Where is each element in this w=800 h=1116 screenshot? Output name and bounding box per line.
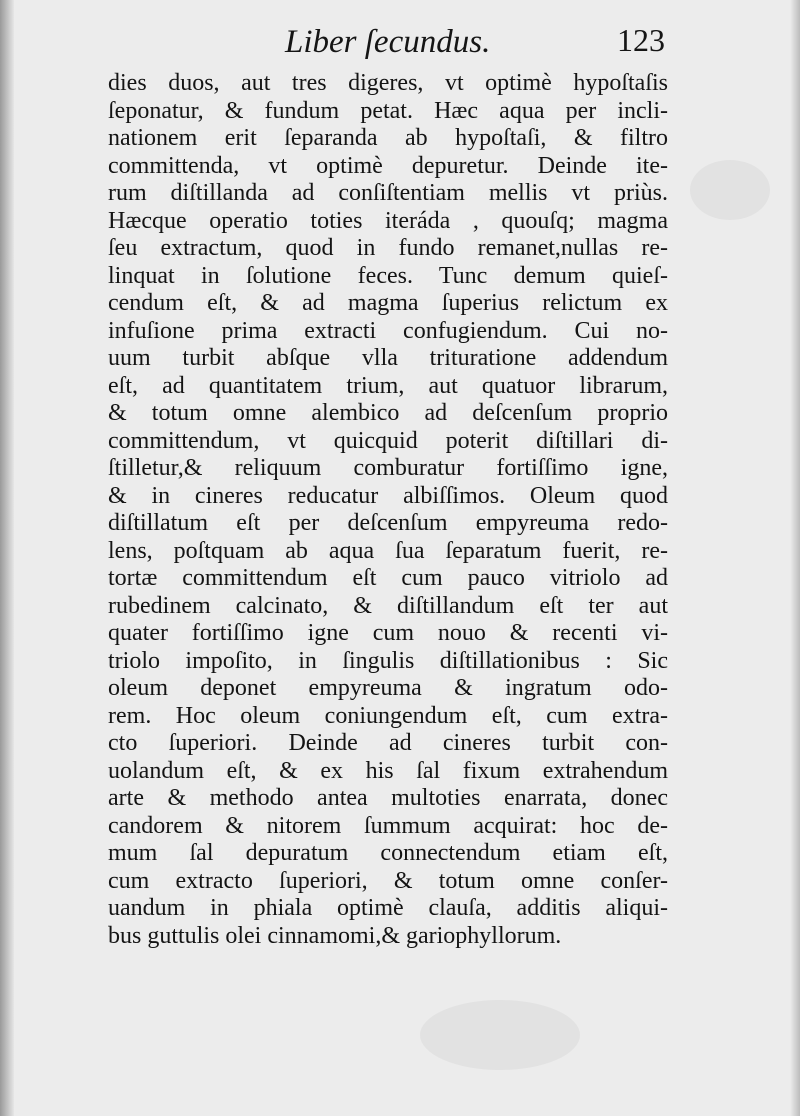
text-line: & totum omne alembico ad deſcenſum proprio: [108, 400, 668, 426]
text-line: & in cineres reducatur albiſſimos. Oleum quod: [108, 482, 668, 509]
page-number: 123: [617, 22, 665, 58]
text-line: uum turbit abſque vlla trituratione addendum: [108, 345, 668, 371]
page-header: [285, 18, 665, 68]
text-line: nationem erit ſeparanda ab hypoſtaſi, & filtro: [108, 125, 668, 151]
text-line: ſeponatur, & fundum petat. Hæc aqua per incli-: [108, 97, 668, 124]
text-line: linquat in ſolutione feces. Tunc demum quieſ-: [108, 262, 668, 289]
text-line: ſtilletur,& reliquum comburatur fortiſſimo igne,: [108, 455, 668, 481]
text-line: oleum deponet empyreuma & ingratum odo-: [108, 675, 668, 701]
paper-stain: [690, 160, 770, 220]
text-line: uolandum eſt, & ex his ſal fixum extrahendum: [108, 757, 668, 784]
text-line: ſeu extractum, quod in fundo remanet,nullas re-: [108, 235, 668, 261]
text-line: cto ſuperiori. Deinde ad cineres turbit con-: [108, 730, 668, 756]
text-line: quater fortiſſimo igne cum nouo & recenti vi-: [108, 620, 668, 646]
paper-stain: [420, 1000, 580, 1070]
text-line: diſtillatum eſt per deſcenſum empyreuma redo-: [108, 510, 668, 536]
page-edge: [790, 0, 800, 1116]
text-line: tortæ committendum eſt cum pauco vitriolo ad: [108, 565, 668, 591]
running-head: Liber ſecundus.: [285, 24, 491, 60]
text-line: arte & methodo antea multoties enarrata, donec: [108, 785, 668, 811]
text-line: cendum eſt, & ad magma ſuperius relictum ex: [108, 290, 668, 316]
text-line: eſt, ad quantitatem trium, aut quatuor librarum,: [108, 372, 668, 399]
text-line: committendum, vt quicquid poterit diſtillari di-: [108, 427, 668, 454]
page-gutter-shadow: [0, 0, 14, 1116]
text-line: lens, poſtquam ab aqua ſua ſeparatum fuerit, re-: [108, 537, 668, 564]
text-line: committenda, vt optimè depuretur. Deinde ite-: [108, 152, 668, 179]
text-line: dies duos, aut tres digeres, vt optimè hypoſtaſis: [108, 70, 668, 96]
text-line: candorem & nitorem ſummum acquirat: hoc de-: [108, 812, 668, 839]
text-line: cum extracto ſuperiori, & totum omne conſer-: [108, 867, 668, 894]
text-line: bus guttulis olei cinnamomi,& gariophyllorum.: [108, 922, 562, 949]
body-text: [108, 70, 668, 950]
text-line: rem. Hoc oleum coniungendum eſt, cum extra-: [108, 702, 668, 729]
text-line: triolo impoſito, in ſingulis diſtillationibus : Sic: [108, 647, 668, 674]
text-line: uandum in phiala optimè clauſa, additis aliqui-: [108, 895, 668, 921]
text-line: infuſione prima extracti confugiendum. Cui no-: [108, 317, 668, 344]
text-line: Hæcque operatio toties iteráda , quouſq; magma: [108, 207, 668, 234]
text-line: rubedinem calcinato, & diſtillandum eſt ter aut: [108, 592, 668, 619]
text-line: rum diſtillanda ad conſiſtentiam mellis vt priùs.: [108, 180, 668, 206]
text-line: mum ſal depuratum connectendum etiam eſt,: [108, 840, 668, 866]
